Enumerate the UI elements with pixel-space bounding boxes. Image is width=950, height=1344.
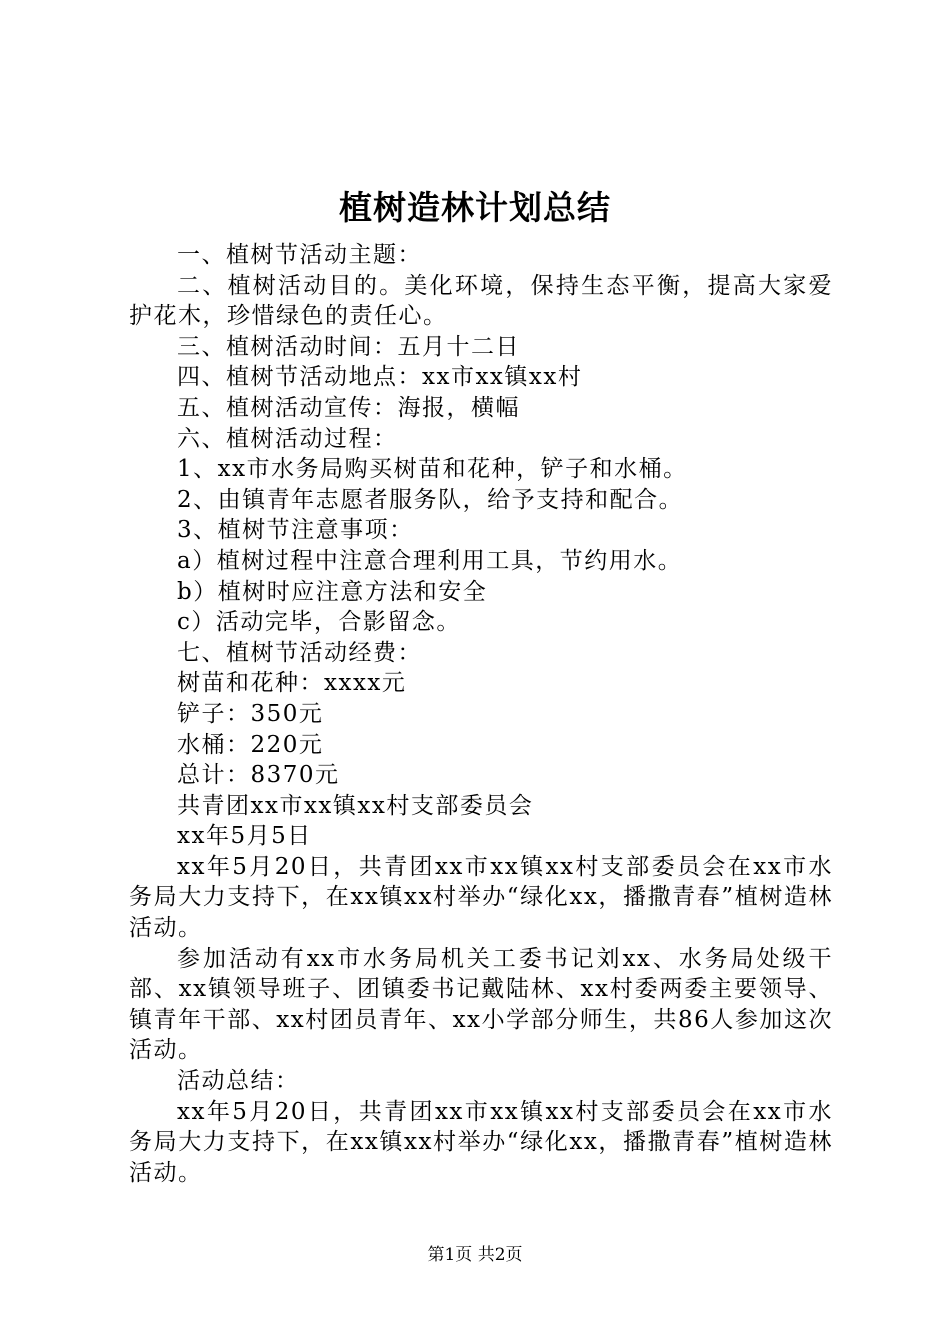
paragraph-process-item-2: 2、由镇青年志愿者服务队，给予支持和配合。 — [177, 486, 684, 513]
paragraph-budget-shovels: 铲子：350元 — [177, 700, 324, 727]
paragraph-note-c: c）活动完毕，合影留念。 — [177, 609, 461, 636]
paragraph-budget-seedlings: 树苗和花种：xxxx元 — [177, 670, 407, 697]
paragraph-signature-date: xx年5月5日 — [177, 823, 312, 850]
paragraph-budget-total: 总计：8370元 — [177, 762, 340, 789]
paragraph-process-heading: 六、植树活动过程： — [177, 425, 398, 452]
paragraph-signature-org: 共青团xx市xx镇xx村支部委员会 — [177, 792, 534, 819]
paragraph-note-a: a）植树过程中注意合理利用工具，节约用水。 — [177, 547, 683, 574]
paragraph-budget-heading: 七、植树节活动经费： — [177, 639, 422, 666]
paragraph-location: 四、植树节活动地点：xx市xx镇xx村 — [177, 364, 583, 391]
paragraph-process-item-3: 3、植树节注意事项： — [177, 517, 414, 544]
paragraph-process-item-1: 1、xx市水务局购买树苗和花种，铲子和水桶。 — [177, 456, 688, 483]
paragraph-event-intro: xx年5月20日，共青团xx市xx镇xx村支部委员会在xx市水务局大力支持下，在xx镇xx村举办“绿化xx，播撒青春”植树造林活动。 — [129, 853, 833, 942]
document-title: 植树造林计划总结 — [339, 188, 611, 227]
paragraph-time: 三、植树活动时间：五月十二日 — [177, 333, 520, 360]
document-body — [129, 240, 833, 1188]
paragraph-theme: 一、植树节活动主题： — [177, 242, 422, 268]
paragraph-note-b: b）植树时应注意方法和安全 — [177, 578, 488, 605]
page-number-footer: 第1页 共2页 — [427, 1245, 523, 1265]
paragraph-summary-text: xx年5月20日，共青团xx市xx镇xx村支部委员会在xx市水务局大力支持下，在xx镇xx村举办“绿化xx，播撒青春”植树造林活动。 — [129, 1098, 833, 1186]
paragraph-publicity: 五、植树活动宣传：海报，横幅 — [177, 394, 520, 421]
paragraph-budget-buckets: 水桶：220元 — [177, 731, 324, 758]
paragraph-participants: 参加活动有xx市水务局机关工委书记刘xx、水务局处级干部、xx镇领导班子、团镇委书记戴陆林、xx村委两委主要领导、镇青年干部、xx村团员青年、xx小学部分师生，共86人参加这次活动。 — [129, 945, 833, 1064]
paragraph-summary-heading: 活动总结： — [177, 1068, 300, 1095]
paragraph-purpose: 二、植树活动目的。美化环境，保持生态平衡，提高大家爱护花木，珍惜绿色的责任心。 — [129, 272, 833, 330]
